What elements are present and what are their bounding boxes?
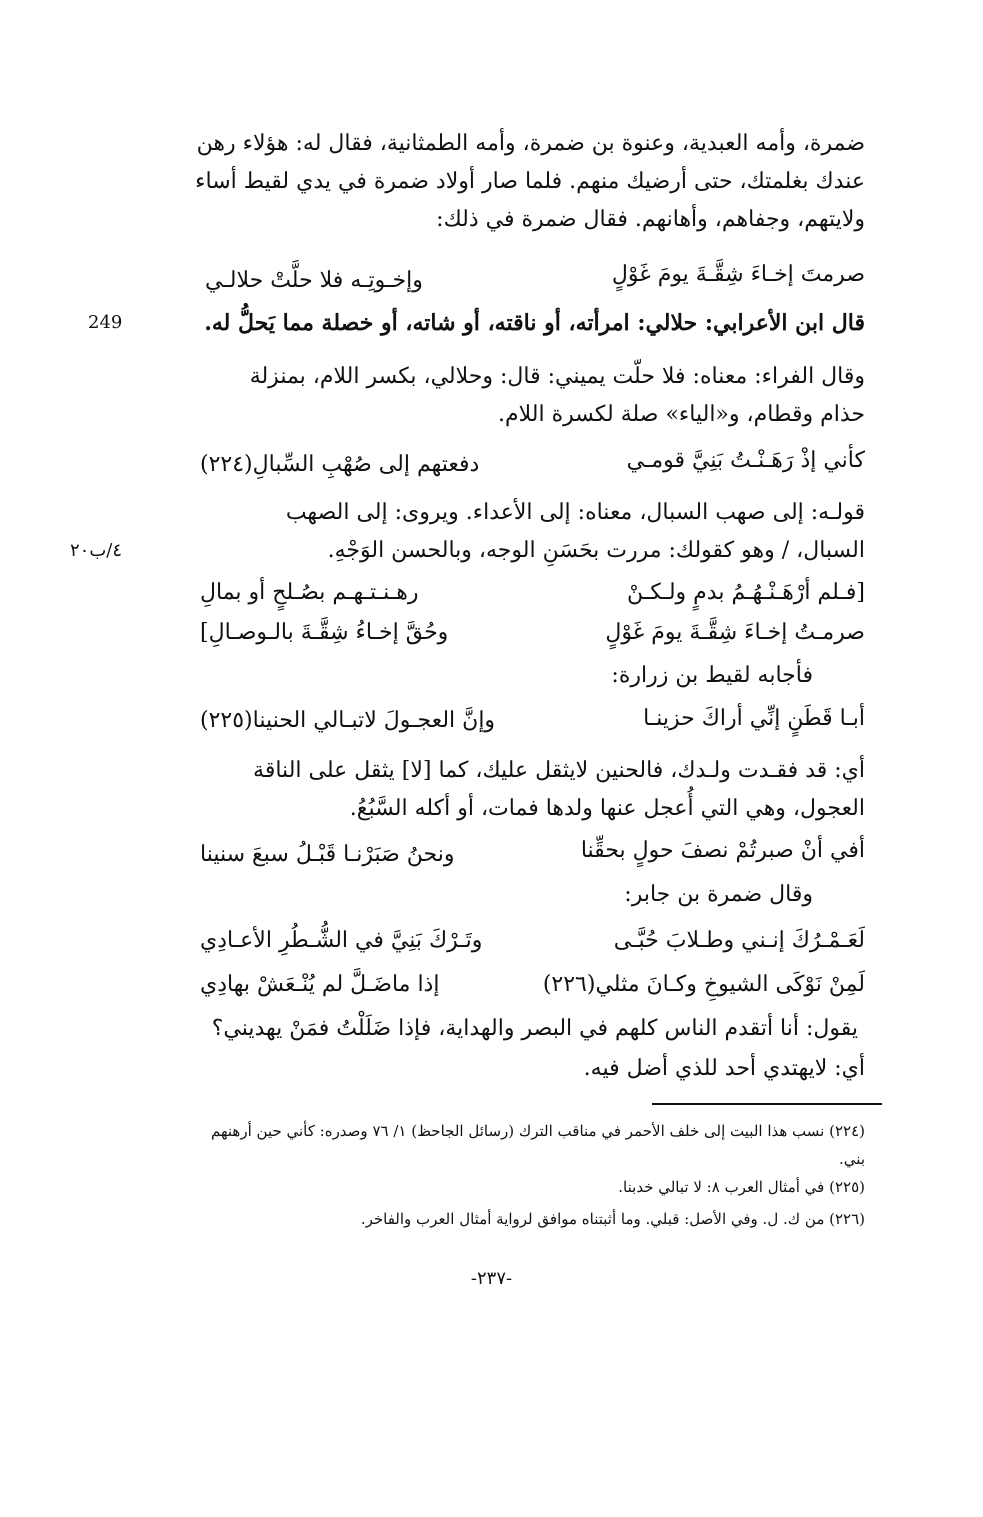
- footnote-226: (٢٢٦) من ك. ل. وفي الأصل: قبلي. وما أثبتناه موافق لرواية أمثال العرب والفاخر.: [360, 1210, 865, 1228]
- commentary-line: أي: لايهتدي أحد للذي أضل فيه.: [583, 1056, 865, 1081]
- text-line: العجول، وهي التي أُعجل عنها ولدها فمات، أو أكله السَّبُعُ.: [349, 796, 865, 821]
- verse-2-first-hemistich: كأني إذْ رَهَـنْـتُ بَنِيَّ قومـي: [626, 448, 865, 473]
- verse-intro: وقال ضمرة بن جابر:: [624, 882, 813, 907]
- text-line: وقال الفراء: معناه: فلا حلّت يميني: قال: وحلالي، بكسر اللام، بمنزلة: [249, 364, 865, 389]
- paragraph-commentary: [155, 752, 865, 828]
- footnote-separator: [652, 1103, 882, 1105]
- text-line: عندك بغلمتك، حتى أرضيك منهم. فلما صار أولاد ضمرة في يدي لقيط أساء: [195, 169, 865, 194]
- margin-folio-reference: ۲۰٤/ب: [70, 540, 123, 561]
- text-line: ضمرة، وأمه العبدية، وعنوة بن ضمرة، وأمه الطمثانية، فقال له: هؤلاء رهن: [196, 131, 865, 156]
- verse-intro: فأجابه لقيط بن زرارة:: [611, 663, 813, 688]
- footnote-224-continued: بني.: [839, 1150, 865, 1168]
- text-line: ولايتهم، وجفاهم، وأهانهم. فقال ضمرة في ذلك:: [436, 207, 865, 232]
- verse-8-first-hemistich: لَمِنْ نَوْكَى الشيوخِ وكـانَ مثلي(٢٢٦): [542, 972, 865, 997]
- footnote-225: (٢٢٥) في أمثال العرب ٨: لا تبالي خدبنا.: [618, 1178, 865, 1196]
- text-line: قولـه: إلى صهب السبال، معناه: إلى الأعداء. ويروى: إلى الصهب: [285, 500, 865, 525]
- verse-2-second-hemistich: دفعتهم إلى صُهْبِ السِّبالِ(٢٢٤): [200, 452, 480, 477]
- verse-4-second-hemistich: وحُقَّ إخـاءُ شِقَّـةَ بالـوصـالِ]: [200, 620, 449, 645]
- verse-1-second-hemistich: وإخـوتِـه فلا حلَّتْ حلالـي: [205, 268, 423, 293]
- footnote-224: (٢٢٤) نسب هذا البيت إلى خلف الأحمر في مناقب الترك (رسائل الجاحظ) ١/ ٧٦ وصدره: كأني حين أرهنهم: [211, 1122, 865, 1140]
- verse-1-first-hemistich: صرمتَ إخـاءَ شِقَّـةَ يومَ غَوْلٍ: [611, 262, 865, 287]
- paragraph-farra: [155, 358, 865, 434]
- verse-5-first-hemistich: أبـا قَطَنٍ إنِّي أراكَ حزينـا: [643, 706, 865, 731]
- text-line: السبال، / وهو كقولك: مررت بحَسَنِ الوجه، وبالحسن الوَجْهِ.: [327, 538, 865, 563]
- margin-page-number: 249: [88, 312, 123, 333]
- verse-7-first-hemistich: لَعَـمْـرُكَ إنـني وطـلابَ حُبَّـى: [613, 928, 865, 953]
- paragraph-intro: [155, 125, 865, 239]
- verse-8-second-hemistich: إذا ماضَـلَّ لم يُنْـعَشْ بهادِي: [200, 972, 440, 997]
- verse-4-first-hemistich: صرمـتُ إخـاءَ شِقَّـةَ يومَ غَوْلٍ: [605, 620, 865, 645]
- verse-5-second-hemistich: وإنَّ العجـولَ لاتبـالي الحنينا(٢٢٥): [200, 708, 496, 733]
- commentary-line: يقول: أنا أتقدم الناس كلهم في البصر والهداية، فإذا ضَلَلْتُ فمَنْ يهديني؟: [211, 1016, 858, 1041]
- verse-3-second-hemistich: رهـنـتـهـم بصُـلحٍ أو بمالِ: [200, 580, 419, 605]
- verse-6-second-hemistich: ونحنُ صَبَرْنـا قَبْـلُ سبعَ سنينا: [200, 842, 455, 867]
- verse-6-first-hemistich: أفي أنْ صبرتُمْ نصفَ حولٍ بحقِّنا: [580, 838, 865, 863]
- commentary-line: قال ابن الأعرابي: حلالي: امرأته، أو ناقته، أو شاته، أو خصلة مما يَحلُّ له.: [204, 310, 865, 336]
- verse-7-second-hemistich: وتَـرْكَ بَنِيَّ في الشُّـطُرِ الأعـادِي: [200, 928, 483, 953]
- verse-3-first-hemistich: [فـلم أرْهَـنْـهُـمُ بدمٍ ولـكـنْ: [627, 580, 865, 605]
- paragraph-commentary: [155, 494, 865, 570]
- text-line: أي: قد فقـدت ولـدك، فالحنين لايثقل عليك، كما [لا] يثقل على الناقة: [253, 758, 865, 783]
- text-line: حذام وقطام، و«الياء» صلة لكسرة اللام.: [498, 402, 865, 427]
- page-number: -٢٣٧-: [470, 1268, 513, 1289]
